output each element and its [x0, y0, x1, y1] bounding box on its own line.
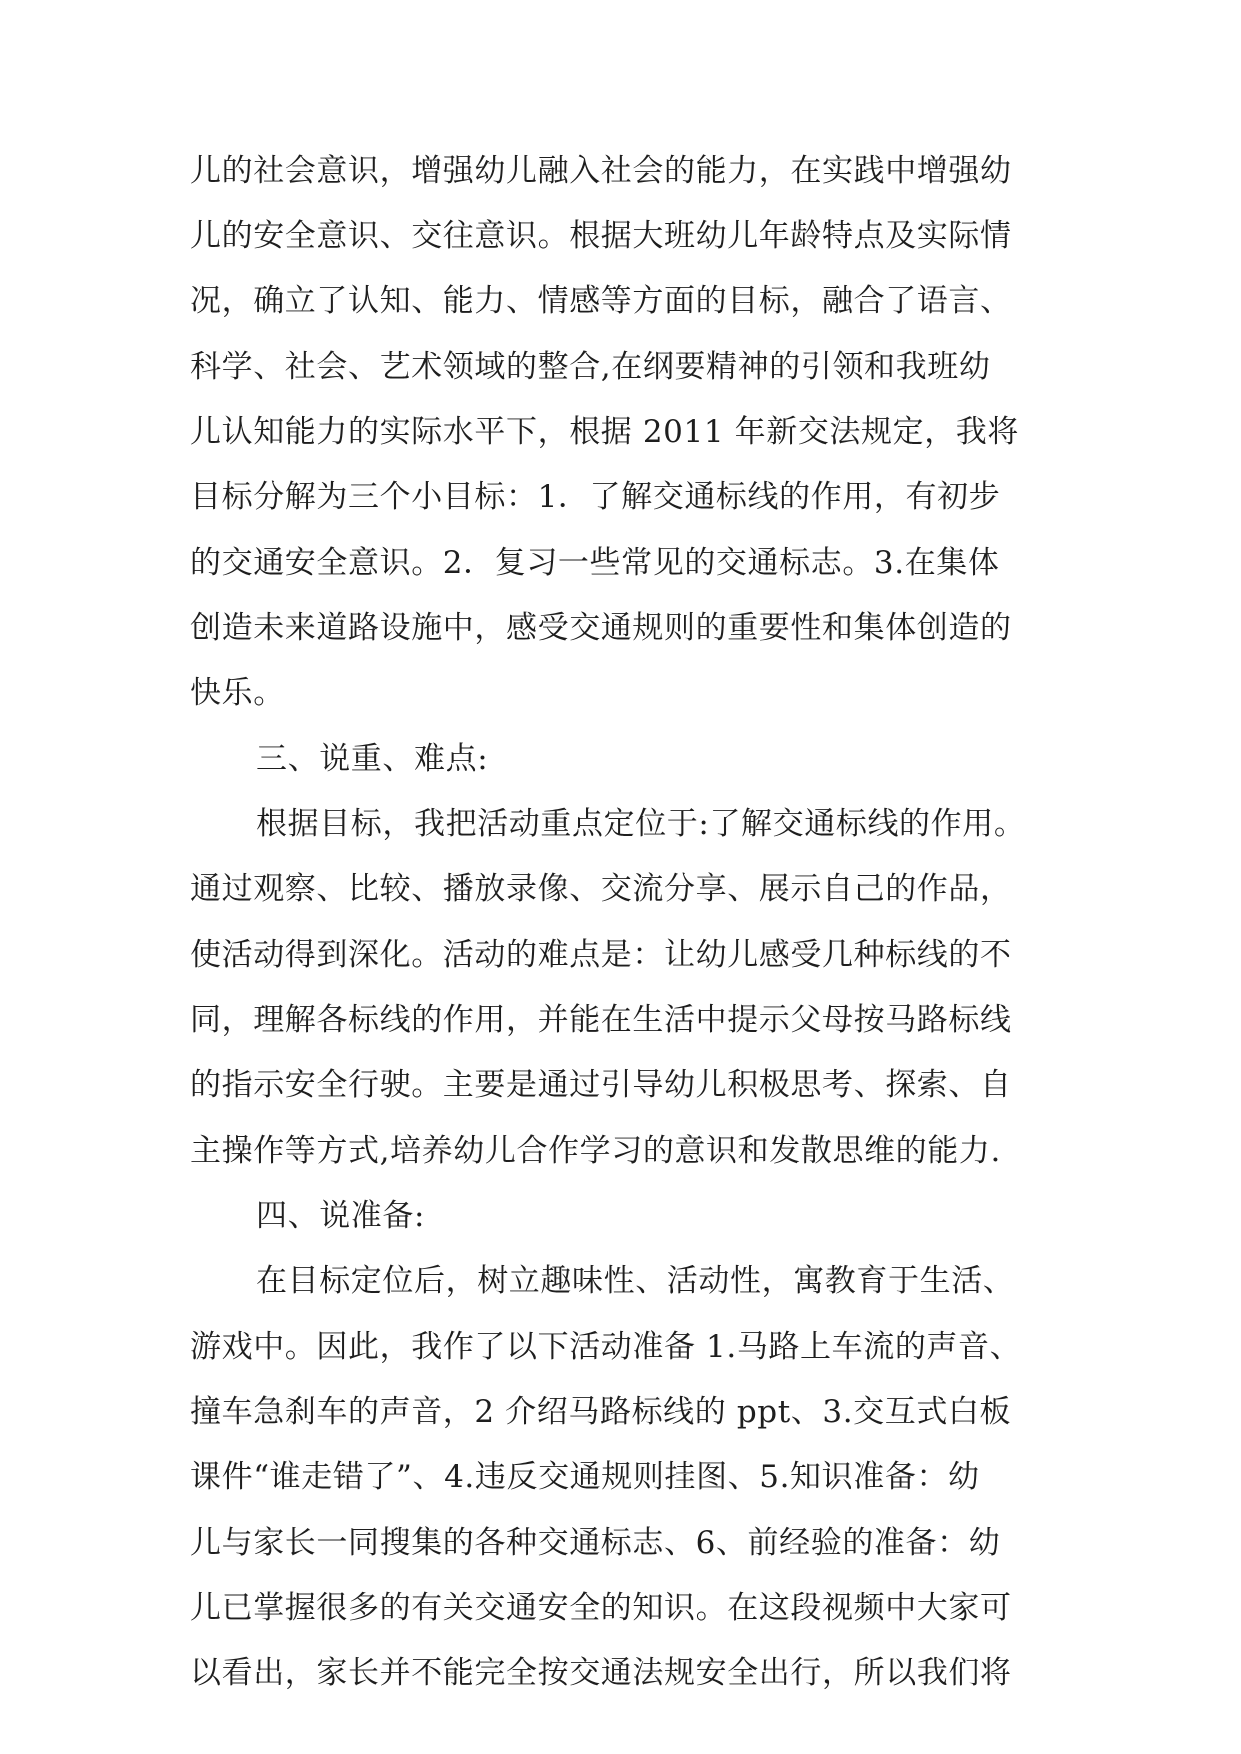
- section-heading: 三、说重、难点:: [256, 741, 489, 777]
- text-line: 儿的安全意识、交往意识。根据大班幼儿年龄特点及实际情: [190, 218, 1012, 254]
- section-heading: 四、说准备:: [256, 1198, 426, 1234]
- text-line: 游戏中。因此，我作了以下活动准备 1.马路上车流的声音、: [190, 1329, 1022, 1365]
- text-line: 课件“谁走错了”、4.违反交通规则挂图、5.知识准备：幼: [190, 1459, 980, 1495]
- text-line: 儿的社会意识，增强幼儿融入社会的能力，在实践中增强幼: [190, 153, 1012, 189]
- text-line: 的指示安全行驶。主要是通过引导幼儿积极思考、探索、自: [190, 1067, 1012, 1103]
- text-line: 况，确立了认知、能力、情感等方面的目标，融合了语言、: [190, 283, 1012, 319]
- text-line: 的交通安全意识。2．复习一些常见的交通标志。3.在集体: [190, 545, 1000, 581]
- text-line: 主操作等方式,培养幼儿合作学习的意识和发散思维的能力.: [190, 1133, 1001, 1169]
- text-line: 儿认知能力的实际水平下，根据 2011 年新交法规定，我将: [190, 414, 1019, 450]
- text-line: 目标分解为三个小目标：1．了解交通标线的作用，有初步: [190, 479, 1001, 515]
- text-line: 儿与家长一同搜集的各种交通标志、6、前经验的准备：幼: [190, 1525, 1001, 1561]
- paragraph-first-line: 根据目标，我把活动重点定位于:了解交通标线的作用。: [256, 806, 1026, 842]
- text-line: 撞车急刹车的声音，2 介绍马路标线的 ppt、3.交互式白板: [190, 1394, 1012, 1430]
- text-line: 科学、社会、艺术领域的整合,在纲要精神的引领和我班幼: [190, 349, 991, 385]
- text-line: 通过观察、比较、播放录像、交流分享、展示自己的作品，: [190, 871, 1012, 907]
- text-line: 创造未来道路设施中，感受交通规则的重要性和集体创造的: [190, 610, 1012, 646]
- text-line: 儿已掌握很多的有关交通安全的知识。在这段视频中大家可: [190, 1590, 1012, 1626]
- text-line: 以看出，家长并不能完全按交通法规安全出行，所以我们将: [190, 1655, 1012, 1691]
- text-line: 同，理解各标线的作用，并能在生活中提示父母按马路标线: [190, 1002, 1012, 1038]
- text-line: 快乐。: [190, 675, 285, 711]
- text-line: 使活动得到深化。活动的难点是：让幼儿感受几种标线的不: [190, 937, 1012, 973]
- paragraph-first-line: 在目标定位后，树立趣味性、活动性，寓教育于生活、: [256, 1263, 1015, 1299]
